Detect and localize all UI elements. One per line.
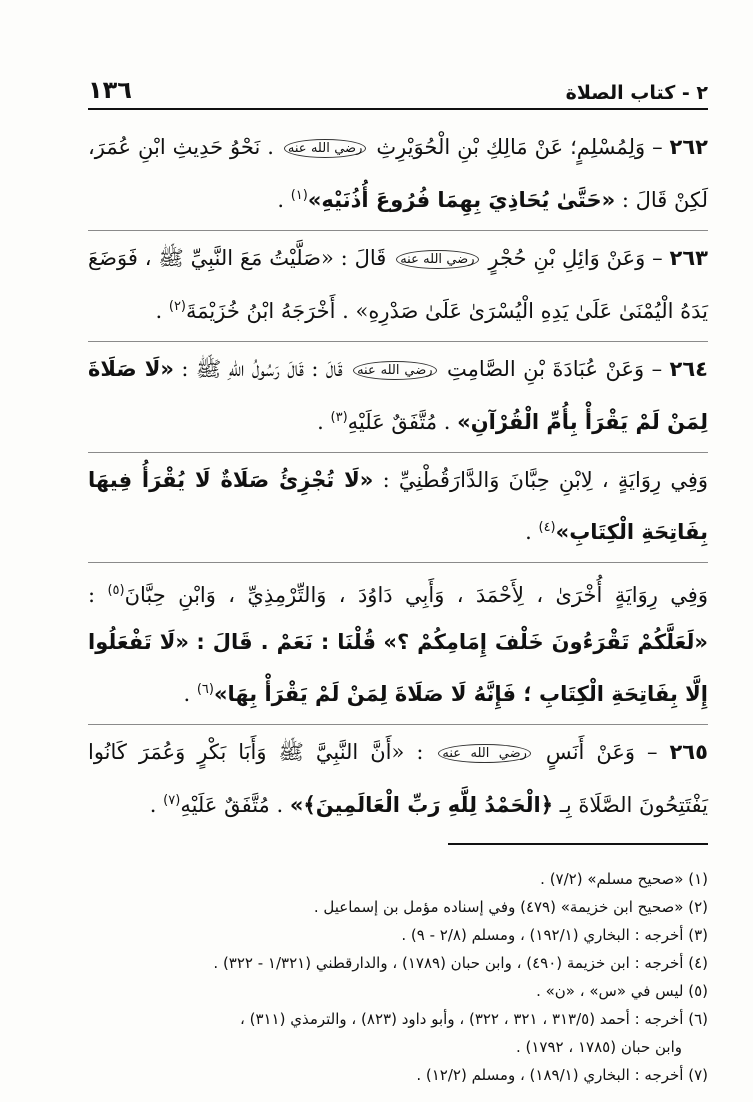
quote: «أَنَّ النَّبِيَّ — [315, 740, 405, 764]
reply: قُلْنَا : نَعَمْ . قَالَ : — [196, 630, 377, 654]
hadith-265 — [88, 729, 708, 835]
footnote-ref[interactable]: (٣) — [330, 410, 348, 425]
text: وَفِي رِوَايَةٍ ، لِابْنِ حِبَّانَ وَالدَّارَقُطْنِيِّ : — [382, 468, 708, 492]
hadith-number: ٢٦٢ — [669, 135, 708, 159]
quote: «حَتَّىٰ يُحَاذِيَ بِهِمَا فُرُوعَ أُذُنَيْهِ» — [307, 188, 616, 212]
footnote-ref[interactable]: (٢) — [168, 299, 186, 314]
page-number: ١٣٦ — [88, 76, 132, 104]
honorific-pbuh-icon: ﷺ — [195, 357, 222, 381]
quote: «لَعَلَّكُمْ تَقْرَءُونَ خَلْفَ إِمَامِكُمْ ؟» — [383, 630, 708, 654]
footnote-ref[interactable]: (٦) — [196, 682, 214, 697]
narration-ahmad — [88, 567, 708, 725]
text: ، فَوَضَعَ يَدَهُ الْيُمْنَىٰ عَلَىٰ يَدِهِ الْيُسْرَىٰ عَلَىٰ صَدْرِهِ» . أَخْرَجَهُ ابْنُ خُزَيْمَةَ — [88, 246, 708, 323]
footnote-ref[interactable]: (٥) — [107, 583, 125, 598]
quote: «لَا صَلَاةَ لِمَنْ لَمْ يَقْرَأْ بِأُمِّ الْقُرْآنِ» — [88, 357, 708, 434]
text: : — [416, 740, 424, 764]
text: وَفِي رِوَايَةٍ أُخْرَىٰ ، لِأَحْمَدَ ، وَأَبِي دَاوُدَ ، وَالتِّرْمِذِيِّ ، وَابْنِ حِبَّانَ — [124, 583, 708, 607]
text: قَالَ : «صَلَّيْتُ مَعَ النَّبِيِّ — [190, 246, 387, 270]
text: – وَعَنْ عُبَادَةَ بْنِ الصَّامِتِ — [446, 357, 663, 381]
honorific-pbuh-icon: ﷺ — [158, 246, 184, 270]
footnote-6-continued: وابن حبان (١٧٨٥ ، ١٧٩٢) . — [515, 1038, 682, 1056]
footnote-4: (٤) أخرجه : ابن خزيمة (٤٩٠) ، وابن حبان (١٧٨٩) ، والدارقطني (١/٣٢١ - ٣٢٢) . — [213, 954, 708, 972]
text: – وَعَنْ أَنَسٍ — [545, 740, 658, 764]
narration-ibn-hibban — [88, 457, 708, 563]
honorific-ra-icon: رضي الله عنه — [396, 250, 478, 269]
hadith-264 — [88, 346, 708, 453]
honorific-pbuh-icon: ﷺ — [278, 740, 304, 764]
footnote-ref[interactable]: (٧) — [163, 793, 181, 808]
quote: وَأَبَا بَكْرٍ وَعُمَرَ كَانُوا يَفْتَتِحُونَ الصَّلَاةَ بِـ — [88, 740, 708, 817]
text: . — [317, 410, 324, 434]
running-header — [88, 70, 708, 110]
hadith-262 — [88, 124, 708, 231]
honorific-ra-icon: رضي الله عنه — [438, 744, 531, 763]
footnote-separator — [448, 843, 708, 845]
footnote-5: (٥) ليس في «س» ، «ن» . — [536, 982, 708, 1000]
text: . — [149, 793, 157, 817]
text: – وَعَنْ وَائِلِ بْنِ حُجْرٍ — [488, 246, 663, 270]
chapter-title: ٢ - كتاب الصلاة — [565, 82, 708, 104]
footnote-1: (١) «صحيح مسلم» (٧/٢) . — [540, 870, 708, 888]
book-page — [88, 70, 708, 1089]
text: . — [525, 520, 532, 544]
quote: «لَا تُجْزِئُ صَلَاةٌ لَا يُقْرَأُ فِيهَا بِفَاتِحَةِ الْكِتَابِ» — [88, 468, 708, 544]
text: : — [88, 583, 96, 607]
quote: «لَا تَفْعَلُوا إِلَّا بِفَاتِحَةِ الْكِتَابِ ؛ فَإِنَّهُ لَا صَلَاةَ لِمَنْ لَمْ يَقْرَأْ بِهَا» — [88, 630, 708, 706]
text: . مُتَّفَقٌ عَلَيْهِ — [180, 793, 284, 817]
text: : — [181, 357, 189, 381]
main-text — [88, 124, 708, 835]
hadith-number: ٢٦٣ — [669, 246, 708, 270]
footnote-3: (٣) أخرجه : البخاري (١٩٢/١) ، ومسلم (٢/٨ - ٩) . — [401, 926, 708, 944]
quran-verse: ﴿الْحَمْدُ لِلَّهِ رَبِّ الْعَالَمِينَ﴾» — [289, 793, 554, 817]
text: . — [277, 188, 285, 212]
hadith-number: ٢٦٤ — [669, 357, 708, 381]
footnote-ref[interactable]: (١) — [290, 188, 308, 203]
footnote-2: (٢) «صحيح ابن خزيمة» (٤٧٩) وفي إسناده مؤمل بن إسماعيل . — [313, 898, 708, 916]
footnote-7: (٧) أخرجه : البخاري (١٨٩/١) ، ومسلم (١٢/٢) . — [416, 1066, 708, 1084]
honorific-ra-icon: رضي الله عنه — [284, 139, 366, 158]
text: . — [155, 299, 163, 323]
text: . نَحْوُ حَدِيثِ ابْنِ عُمَرَ، لَكِنْ قَالَ : — [88, 135, 708, 212]
text: . مُتَّفَقٌ عَلَيْهِ — [347, 410, 451, 434]
footnote-ref[interactable]: (٤) — [538, 520, 556, 535]
hadith-number: ٢٦٥ — [669, 740, 708, 764]
text: قَالَ : قَالَ رَسُولُ اللهِ — [228, 357, 343, 381]
footnote-6: (٦) أخرجه : أحمد (٣١٣/٥ ، ٣٢١ ، ٣٢٢) ، وأبو داود (٨٢٣) ، والترمذي (٣١١) ، — [239, 1010, 708, 1028]
hadith-263 — [88, 235, 708, 342]
text: – وَلِمُسْلِمٍ؛ عَنْ مَالِكِ بْنِ الْحُوَيْرِثِ — [376, 135, 663, 159]
footnotes — [88, 865, 708, 1089]
honorific-ra-icon: رضي الله عنه — [353, 361, 436, 380]
text: . — [183, 682, 191, 706]
